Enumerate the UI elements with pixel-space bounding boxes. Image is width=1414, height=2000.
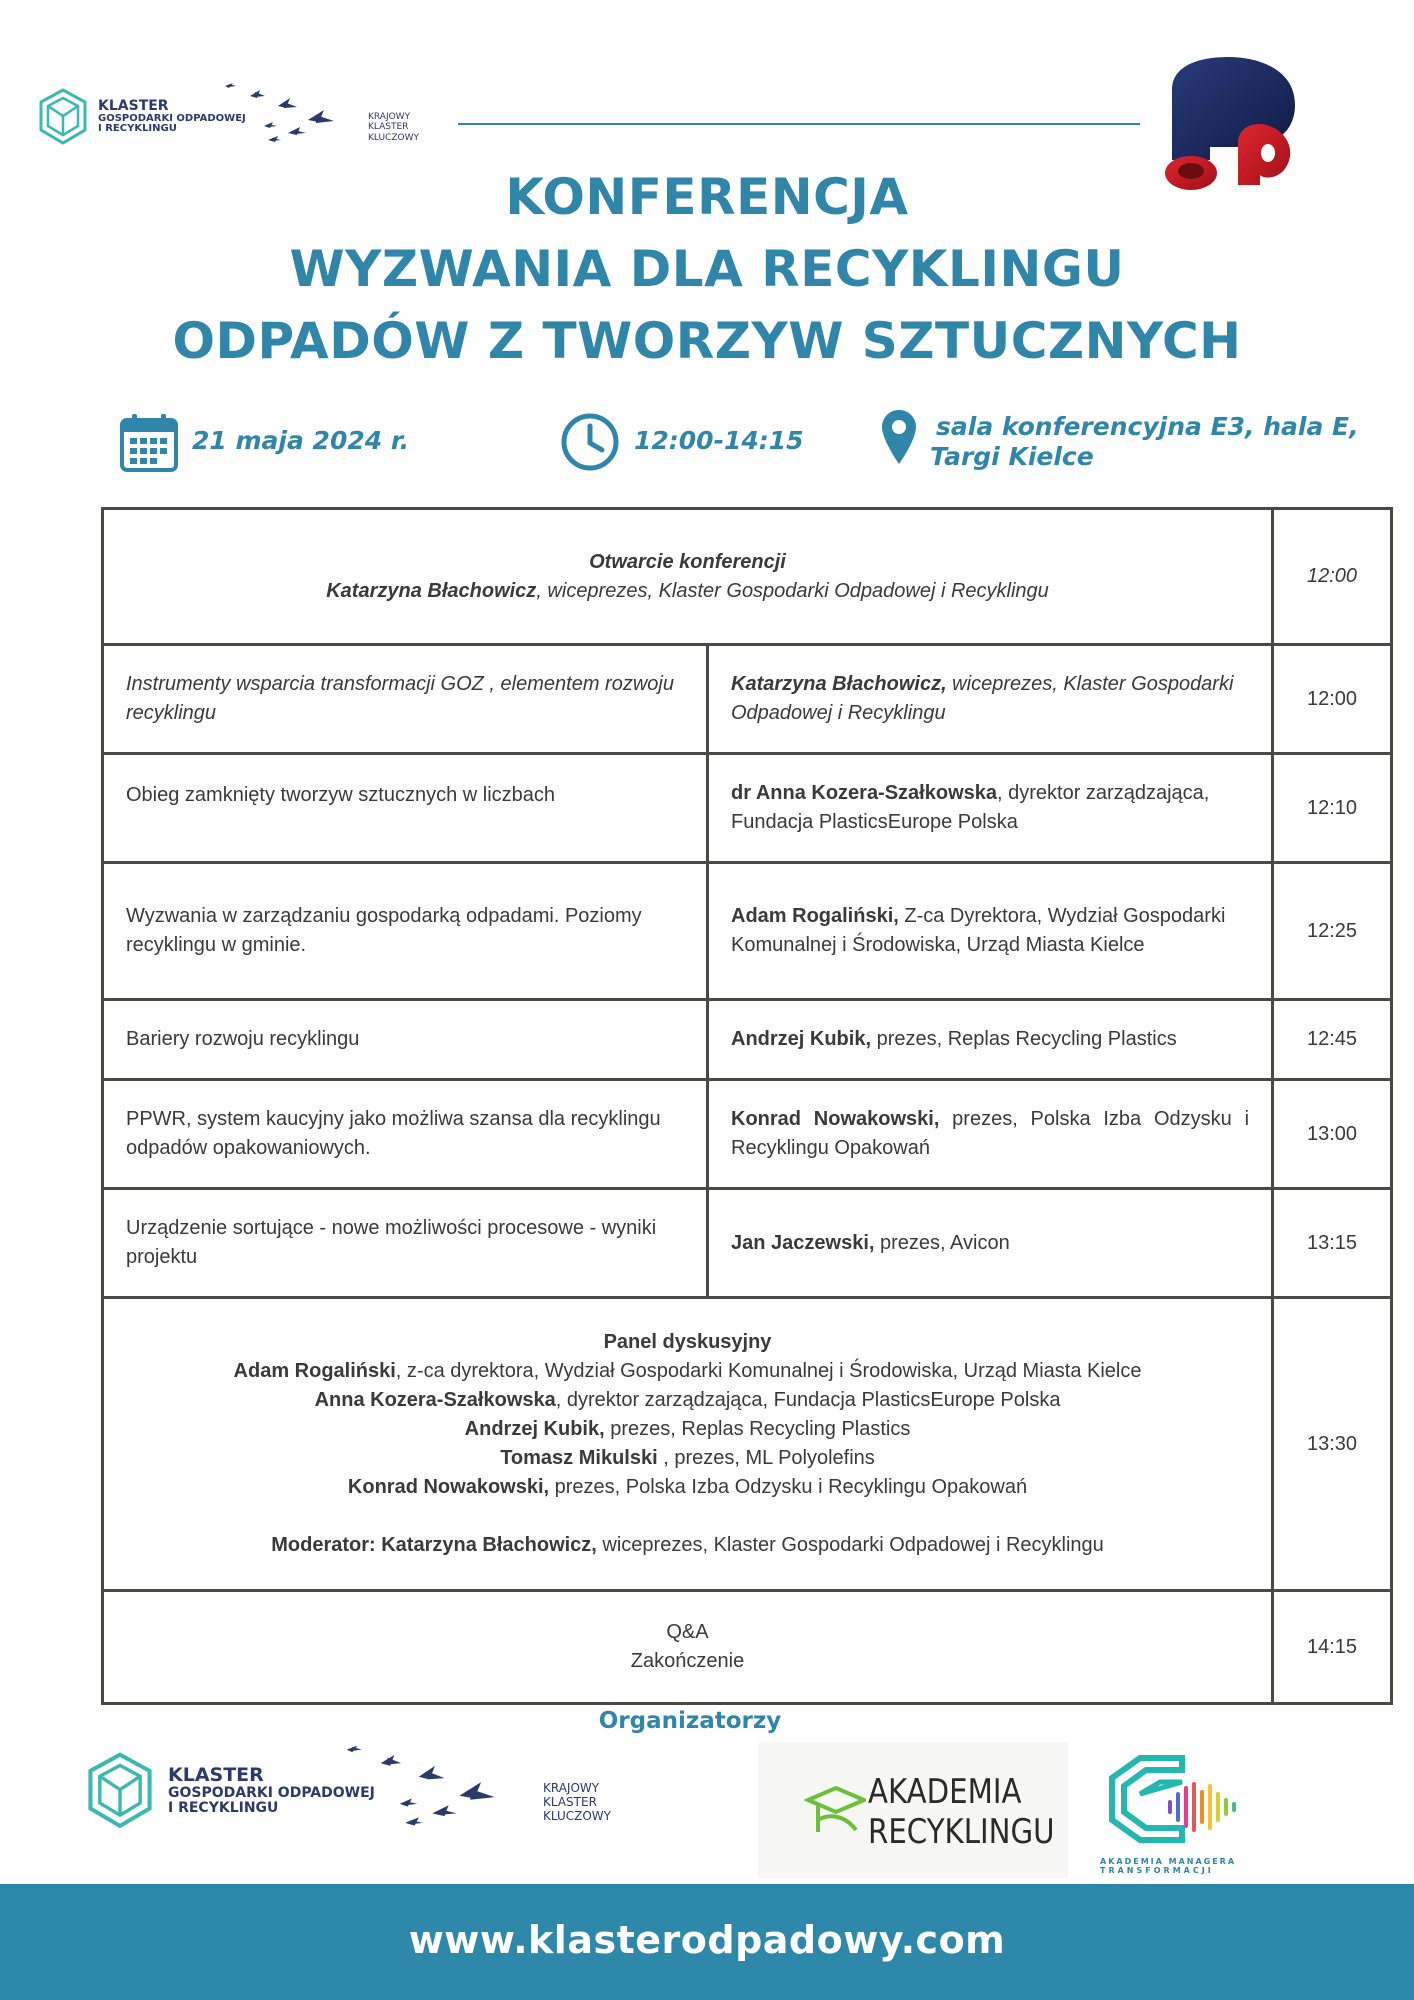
agenda-speaker: Konrad Nowakowski, bbox=[731, 1108, 940, 1130]
agenda-time: 12:25 bbox=[1273, 863, 1392, 1000]
event-location-line2: Targi Kielce bbox=[930, 442, 1094, 471]
akademia-line2: RECYKLINGU bbox=[868, 1812, 1055, 1852]
agenda-speaker-cell bbox=[708, 645, 1273, 754]
panel-cell bbox=[103, 1298, 1273, 1591]
birds-icon bbox=[220, 78, 360, 158]
agenda-time: 13:00 bbox=[1273, 1080, 1392, 1189]
kk-line2: KLASTER bbox=[543, 1794, 597, 1809]
agenda-topic: Obieg zamknięty tworzyw sztucznych w liczbach bbox=[103, 754, 708, 863]
closing-end: Zakończenie bbox=[630, 1650, 745, 1672]
agenda-time: 12:45 bbox=[1273, 1000, 1392, 1080]
closing-cell bbox=[103, 1591, 1273, 1704]
klaster-line1: KLASTER bbox=[98, 98, 169, 115]
website-link[interactable]: www.klasterodpadowy.com bbox=[408, 1918, 1006, 1962]
agenda-speaker-role: , dyrektor zarządzająca, Fundacja PlasticsEurope Polska bbox=[731, 782, 1210, 833]
agenda-speaker: Andrzej Kubik, bbox=[731, 1028, 872, 1050]
klaster-line3: I RECYKLINGU bbox=[98, 123, 177, 135]
header-divider bbox=[458, 123, 1140, 125]
title-line-1: KONFERENCJA bbox=[505, 168, 909, 226]
event-location-line1: sala konferencyjna E3, hala E, bbox=[936, 412, 1359, 441]
panel-member-role: , dyrektor zarządzająca, Fundacja PlasticsEurope Polska bbox=[555, 1389, 1061, 1411]
agenda-row bbox=[103, 1080, 1392, 1189]
akademia-managera-logo bbox=[1100, 1748, 1270, 1876]
panel-member-name: Tomasz Mikulski bbox=[500, 1447, 658, 1469]
location-pin-icon bbox=[880, 408, 918, 466]
klaster-line2: GOSPODARKI ODPADOWEJ bbox=[168, 1785, 375, 1802]
panel-time: 13:30 bbox=[1273, 1298, 1392, 1591]
agenda-speaker: Katarzyna Błachowicz, bbox=[731, 673, 947, 695]
panel-member-name: Adam Rogaliński bbox=[233, 1360, 396, 1382]
calendar-icon bbox=[119, 412, 179, 474]
opening-speaker: Katarzyna Błachowicz bbox=[326, 579, 537, 602]
agenda-row-opening bbox=[103, 509, 1392, 645]
agenda-time: 12:00 bbox=[1273, 645, 1392, 754]
panel-moderator-label: Moderator: Katarzyna Błachowicz, bbox=[271, 1534, 597, 1556]
agenda-speaker-cell bbox=[708, 754, 1273, 863]
mortarboard-icon bbox=[804, 1780, 866, 1842]
klaster-line1: KLASTER bbox=[168, 1764, 264, 1787]
agenda-topic: Instrumenty wsparcia transformacji GOZ , elementem rozwoju recyklingu bbox=[103, 645, 708, 754]
agenda-speaker-role: prezes, Polska Izba Odzysku i Recyklingu Opakowań bbox=[731, 1108, 1250, 1159]
opening-speaker-line bbox=[126, 577, 1249, 606]
kk-line1: KRAJOWY bbox=[543, 1781, 600, 1795]
agenda-speaker: Jan Jaczewski, bbox=[731, 1231, 875, 1254]
title-line-3: ODPADÓW Z TWORZYW SZTUCZNYCH bbox=[172, 312, 1242, 370]
panel-member-role: prezes, Polska Izba Odzysku i Recyklingu Opakowań bbox=[549, 1476, 1028, 1498]
agenda-table bbox=[101, 507, 1393, 1705]
panel-member-role: , prezes, ML Polyolefins bbox=[657, 1447, 875, 1469]
agenda-speaker-role: prezes, Avicon bbox=[874, 1231, 1010, 1254]
organizers-label: Organizatorzy bbox=[598, 1708, 782, 1734]
klaster-line2: GOSPODARKI ODPADOWEJ bbox=[98, 112, 246, 124]
agenda-row-panel bbox=[103, 1298, 1392, 1591]
panel-moderator-role: wiceprezes, Klaster Gospodarki Odpadowej i Recyklingu bbox=[596, 1534, 1104, 1556]
kk-line1: KRAJOWY bbox=[368, 112, 411, 122]
agenda-time: 13:15 bbox=[1273, 1189, 1392, 1298]
panel-member bbox=[126, 1386, 1249, 1415]
kk-label-footer bbox=[543, 1782, 611, 1823]
opening-cell bbox=[103, 509, 1273, 645]
kk-line3: KLUCZOWY bbox=[543, 1808, 611, 1823]
opening-time: 12:00 bbox=[1273, 509, 1392, 645]
amt-line2: TRANSFORMACJI bbox=[1100, 1866, 1214, 1875]
agenda-row bbox=[103, 1000, 1392, 1080]
panel-member-name: Konrad Nowakowski, bbox=[347, 1476, 550, 1498]
agenda-speaker-role: prezes, Replas Recycling Plastics bbox=[871, 1028, 1177, 1050]
klaster-logo-header bbox=[38, 88, 246, 146]
klaster-line3: I RECYKLINGU bbox=[168, 1799, 279, 1816]
agenda-time: 12:10 bbox=[1273, 754, 1392, 863]
agenda-row bbox=[103, 1189, 1392, 1298]
agenda-speaker-cell bbox=[708, 1000, 1273, 1080]
panel-title: Panel dyskusyjny bbox=[603, 1331, 772, 1353]
panel-member bbox=[126, 1415, 1249, 1444]
event-location bbox=[930, 412, 1359, 472]
agenda-speaker-role: wiceprezes, Klaster Gospodarki Odpadowej i Recyklingu bbox=[731, 673, 1234, 724]
panel-member-role: prezes, Replas Recycling Plastics bbox=[604, 1418, 911, 1440]
closing-time: 14:15 bbox=[1273, 1591, 1392, 1704]
agenda-row bbox=[103, 645, 1392, 754]
closing-qa: Q&A bbox=[666, 1621, 709, 1643]
panel-member bbox=[126, 1444, 1249, 1473]
agenda-topic: PPWR, system kaucyjny jako możliwa szansa dla recyklingu odpadów opakowaniowych. bbox=[103, 1080, 708, 1189]
footer-bar bbox=[0, 1884, 1414, 2000]
panel-member bbox=[126, 1473, 1249, 1502]
akademia-line1: AKADEMIA bbox=[868, 1772, 1022, 1812]
kk-label-header bbox=[368, 112, 419, 143]
agenda-topic: Bariery rozwoju recyklingu bbox=[103, 1000, 708, 1080]
klaster-cube-icon bbox=[38, 88, 88, 146]
panel-member-name: Andrzej Kubik, bbox=[464, 1418, 605, 1440]
opening-role: , wiceprezes, Klaster Gospodarki Odpadowej i Recyklingu bbox=[536, 579, 1049, 602]
kk-line2: KLASTER bbox=[368, 122, 409, 133]
klaster-cube-icon bbox=[86, 1752, 154, 1830]
event-time: 12:00-14:15 bbox=[634, 426, 804, 455]
agenda-topic: Wyzwania w zarządzaniu gospodarką odpadami. Poziomy recyklingu w gminie. bbox=[103, 863, 708, 1000]
agenda-speaker: dr Anna Kozera-Szałkowska bbox=[731, 782, 998, 804]
agenda-speaker: Adam Rogaliński, bbox=[731, 905, 899, 927]
clock-icon bbox=[560, 412, 620, 472]
birds-icon bbox=[340, 1738, 530, 1848]
agenda-topic: Urządzenie sortujące - nowe możliwości procesowe - wyniki projektu bbox=[103, 1189, 708, 1298]
agenda-speaker-role: Z-ca Dyrektora, Wydział Gospodarki Komunalnej i Środowiska, Urząd Miasta Kielce bbox=[731, 905, 1226, 956]
title-line-2: WYZWANIA DLA RECYKLINGU bbox=[289, 240, 1125, 298]
panel-member-name: Anna Kozera-Szałkowska bbox=[314, 1389, 556, 1411]
agenda-speaker-cell bbox=[708, 863, 1273, 1000]
opening-title: Otwarcie konferencji bbox=[589, 550, 786, 573]
agenda-row-closing bbox=[103, 1591, 1392, 1704]
agenda-speaker-cell bbox=[708, 1189, 1273, 1298]
event-date: 21 maja 2024 r. bbox=[192, 426, 410, 455]
amt-line1: AKADEMIA MANAGERA bbox=[1100, 1857, 1237, 1866]
panel-member-role: , z-ca dyrektora, Wydział Gospodarki Komunalnej i Środowiska, Urząd Miasta Kielce bbox=[395, 1360, 1142, 1382]
agenda-row bbox=[103, 863, 1392, 1000]
agenda-row bbox=[103, 754, 1392, 863]
panel-member bbox=[126, 1357, 1249, 1386]
panel-moderator bbox=[126, 1531, 1249, 1560]
amt-hexagon-icon bbox=[1100, 1748, 1270, 1848]
klaster-logo-footer bbox=[86, 1752, 375, 1830]
agenda-speaker-cell bbox=[708, 1080, 1273, 1189]
kk-line3: KLUCZOWY bbox=[368, 132, 419, 143]
akademia-recyklingu-logo bbox=[758, 1742, 1068, 1878]
